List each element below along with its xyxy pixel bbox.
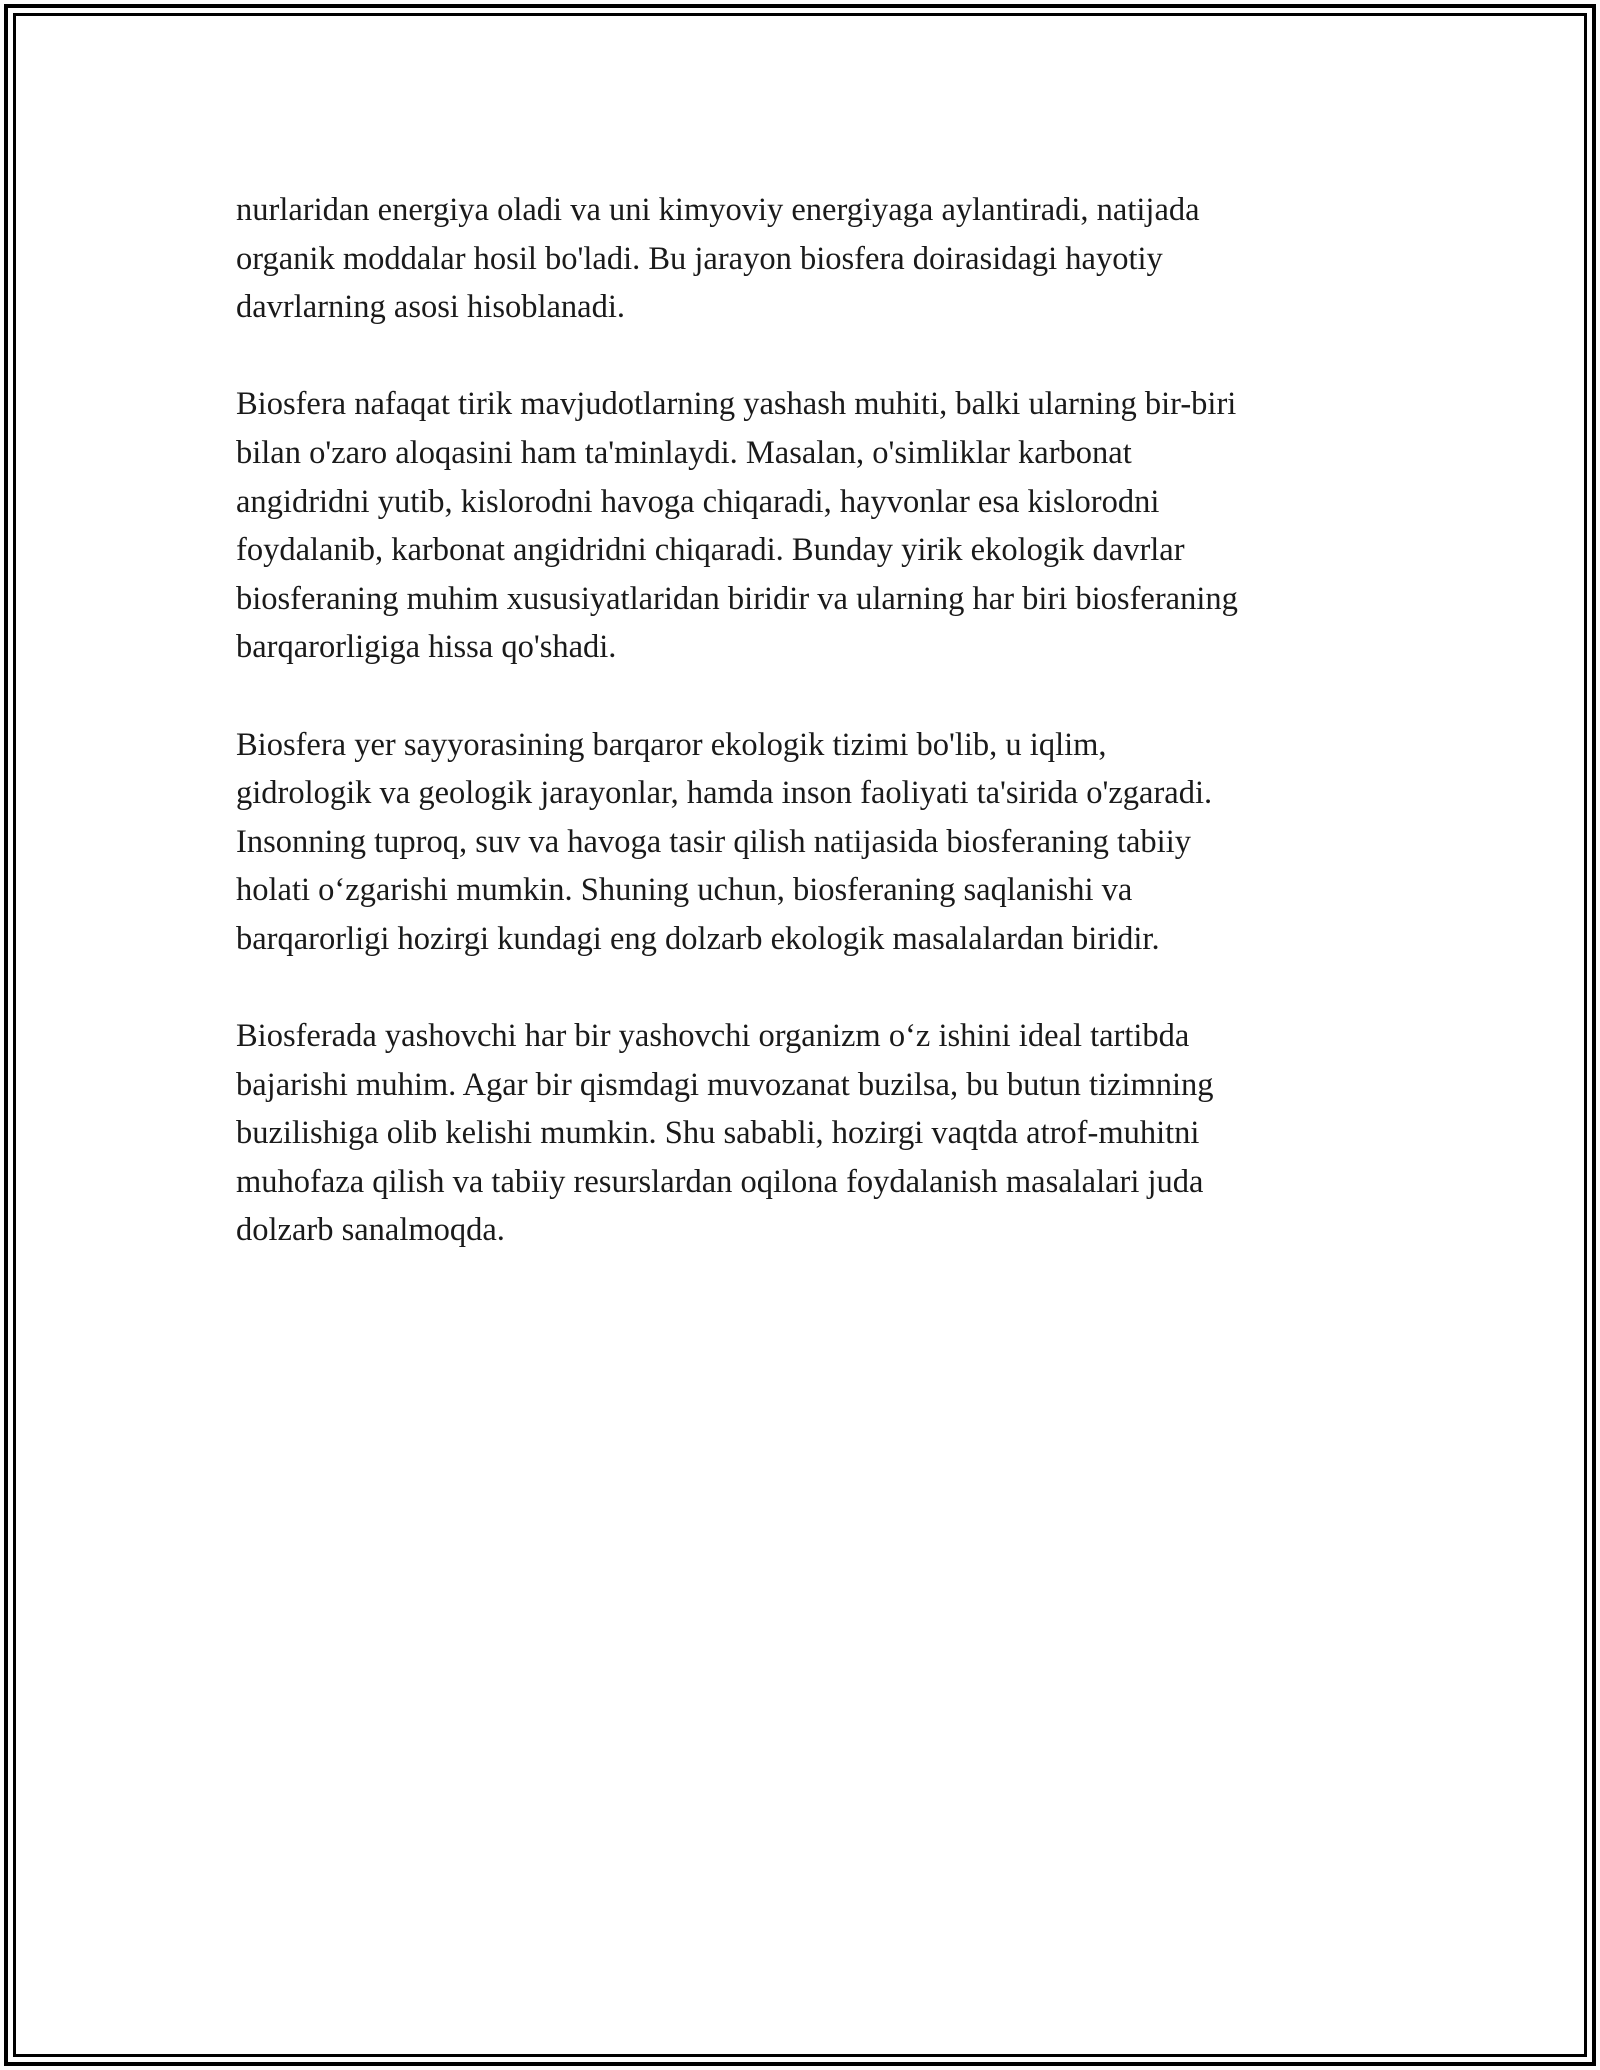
paragraph: Biosferada yashovchi har bir yashovchi organizm o‘z ishini ideal tartibda bajarishi muhim. Agar bir qismdagi muvozanat buzilsa, bu butun tizimning buzilishiga olib kelishi mumkin. Shu sababli, hozirgi vaqtda atrof-muhitni muhofaza qilish va tabiiy resurslardan oqilona foydalanish masalalari juda dolzarb sanalmoqda. (236, 1018, 1214, 1249)
paragraph: nurlaridan energiya oladi va uni kimyoviy energiyaga aylantiradi, natijada organik moddalar hosil bo'ladi. Bu jarayon biosfera doirasidagi hayotiy davrlarning asosi hisoblanadi. (236, 192, 1200, 326)
document-body (236, 186, 1386, 1304)
paragraph: Biosfera yer sayyorasining barqaror ekologik tizimi bo'lib, u iqlim, gidrologik va geologik jarayonlar, hamda inson faoliyati ta'sirida o'zgaradi. Insonning tuproq, suv va havoga tasir qilish natijasida biosferaning tabiiy holati o‘zgarishi mumkin. Shuning uchun, biosferaning saqlanishi va barqarorligi hozirgi kundagi eng dolzarb ekologik masalalardan biridir. (236, 726, 1213, 957)
paragraph: Biosfera nafaqat tirik mavjudotlarning yashash muhiti, balki ularning bir-biri bilan o'zaro aloqasini ham ta'minlaydi. Masalan, o'simliklar karbonat angidridni yutib, kislorodni havoga chiqaradi, hayvonlar esa kislorodni foydalanib, karbonat angidridni chiqaradi. Bunday yirik ekologik davrlar biosferaning muhim xususiyatlaridan biridir va ularning har biri biosferaning barqarorligiga hissa qo'shadi. (236, 386, 1238, 666)
